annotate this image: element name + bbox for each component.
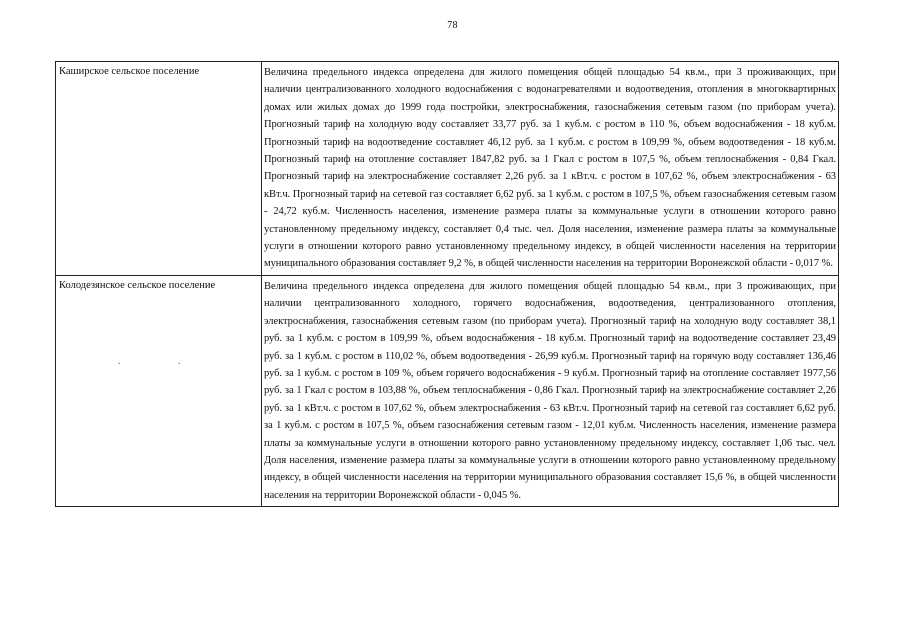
settlement-cell <box>56 275 262 506</box>
scan-speck: . <box>178 356 181 366</box>
settlement-name: Каширское сельское поселение <box>59 66 200 77</box>
page-number: 78 <box>447 20 458 31</box>
tariff-table <box>55 61 839 507</box>
table-row <box>56 62 839 276</box>
settlement-cell <box>56 62 262 276</box>
description-cell <box>262 275 839 506</box>
tariff-description: Величина предельного индекса определена для жилого помещения общей площадью 54 кв.м., при 3 проживающих, при наличии централизованного холодного водоснабжения с водонагревателями и водоотведения, отопления в многоквартирных домах или жилых домах до 1999 года постройки, электроснабжения, газоснабжения сетевым газом (по приборам учета). Прогнозный тариф на холодную воду составляет 33,77 руб. за 1 куб.м. с ростом в 110 %, объем водоснабжения - 18 куб.м. Прогнозный тариф на водоотведение составляет 46,12 руб. за 1 куб.м. с ростом в 109,99 %, объем водоотведения - 18 куб.м. Прогнозный тариф на отопление составляет 1847,82 руб. за 1 Гкал с ростом в 107,5 %, объем теплоснабжения - 0,84 Гкал. Прогнозный тариф на электроснабжение составляет 2,26 руб. за 1 кВт.ч. с ростом в 107,62 %, объем электроснабжения - 63 кВт.ч. Прогнозный тариф на сетевой газ составляет 6,62 руб. за 1 куб.м. с ростом в 107,5 %, объем газоснабжения сетевым газом - 24,72 куб.м. Численность населения, изменение размера платы за коммунальные услуги в отношении которого равно установленному предельному индексу, составляет 0,4 тыс. чел. Доля населения, изменение размера платы за коммунальные услуги в отношении которого равно установленному предельному индексу, в общей численности населения на территории муниципального образования составляет 9,2 %, в общей численности населения на территории Воронежской области - 0,017 %. <box>264 67 836 270</box>
scan-speck: . <box>118 356 121 366</box>
tariff-description: Величина предельного индекса определена для жилого помещения общей площадью 54 кв.м., при 3 проживающих, при наличии централизованного холодного, горячего водоснабжения, водоотведения, централизованного отопления, электроснабжения, газоснабжения сетевым газом (по приборам учета). Прогнозный тариф на холодную воду составляет 38,1 руб. за 1 куб.м. с ростом в 109,99 %, объем водоснабжения - 18 куб.м. Прогнозный тариф на водоотведение составляет 23,49 руб. за 1 куб.м. с ростом в 110,02 %, объем водоотведения - 26,99 куб.м. Прогнозный тариф на горячую воду составляет 136,46 руб. за 1 куб.м. с ростом в 109 %, объем горячего водоснабжения - 9 куб.м. Прогнозный тариф на отопление составляет 1977,56 руб. за 1 Гкал с ростом в 103,88 %, объем теплоснабжения - 0,86 Гкал. Прогнозный тариф на электроснабжение составляет 2,26 руб. за 1 кВт.ч. с ростом в 107,62 %, объем электроснабжения - 63 кВт.ч. Прогнозный тариф на сетевой газ составляет 6,62 руб. за 1 куб.м. с ростом в 107,5 %, объем газоснабжения сетевым газом - 12,01 куб.м. Численность населения, изменение размера платы за коммунальные услуги в отношении которого равно установленному предельному индексу, составляет 1,06 тыс. чел. Доля населения, изменение размера платы за коммунальные услуги в отношении которого равно установленному предельному индексу, в общей численности населения на территории муниципального образования составляет 15,6 %, в общей численности населения на территории Воронежской области - 0,045 %. <box>264 280 836 501</box>
table-row <box>56 275 839 506</box>
description-cell <box>262 62 839 276</box>
settlement-name: Колодезянское сельское поселение <box>59 279 216 291</box>
